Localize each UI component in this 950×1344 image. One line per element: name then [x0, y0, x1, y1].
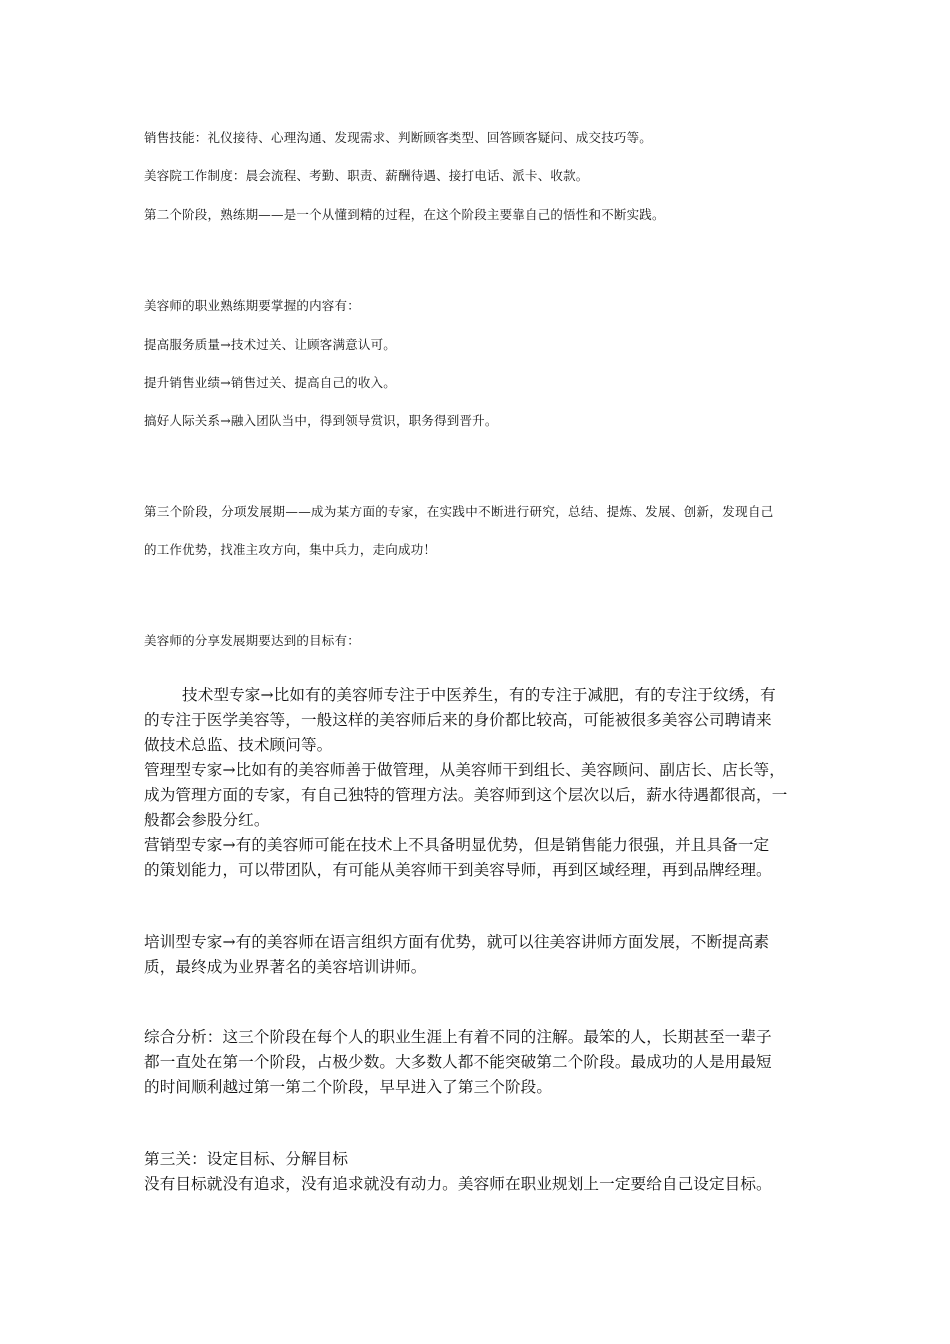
- heading-proficiency-content: 美容师的职业熟练期要掌握的内容有：: [144, 298, 360, 313]
- paragraph-tech-expert-line2: 的专注于医学美容等，一般这样的美容师后来的身价都比较高，可能被很多美容公司聘请来: [144, 711, 772, 729]
- heading-development-goals: 美容师的分享发展期要达到的目标有：: [144, 633, 360, 648]
- paragraph-mgmt-expert-line3: 般都会参股分红。: [144, 811, 270, 829]
- paragraph-mgmt-expert-line1: 管理型专家→比如有的美容师善于做管理，从美容师干到组长、美容顾问、副店长、店长等，: [144, 761, 785, 779]
- paragraph-training-expert-line2: 质，最终成为业界著名的美容培训讲师。: [144, 958, 427, 976]
- paragraph-stage-three-line2: 的工作优势，找准主攻方向，集中兵力，走向成功！: [144, 542, 437, 557]
- paragraph-tech-expert-line1: 技术型专家→比如有的美容师专注于中医养生，有的专注于减肥，有的专注于纹绣，有: [182, 686, 776, 704]
- list-item-relationships: 搞好人际关系→融入团队当中，得到领导赏识，职务得到晋升。: [144, 413, 498, 428]
- paragraph-work-system: 美容院工作制度：晨会流程、考勤、职责、薪酬待遇、接打电话、派卡、收款。: [144, 168, 589, 183]
- list-item-sales-performance: 提升销售业绩→销售过关、提高自己的收入。: [144, 375, 396, 390]
- paragraph-analysis-line3: 的时间顺利越过第一第二个阶段，早早进入了第三个阶段。: [144, 1078, 553, 1096]
- paragraph-tech-expert-line3: 做技术总监、技术顾问等。: [144, 736, 333, 754]
- paragraph-marketing-expert-line2: 的策划能力，可以带团队，有可能从美容师干到美容导师，再到区域经理，再到品牌经理。: [144, 861, 772, 879]
- paragraph-analysis-line1: 综合分析：这三个阶段在每个人的职业生涯上有着不同的注解。最笨的人，长期甚至一辈子: [144, 1028, 772, 1046]
- paragraph-goals: 没有目标就没有追求，没有追求就没有动力。美容师在职业规划上一定要给自己设定目标。: [144, 1175, 772, 1193]
- section-heading-goals: 第三关：设定目标、分解目标: [144, 1150, 349, 1168]
- paragraph-mgmt-expert-line2: 成为管理方面的专家，有自己独特的管理方法。美容师到这个层次以后，薪水待遇都很高，一: [144, 786, 788, 804]
- paragraph-sales-skills: 销售技能：礼仪接待、心理沟通、发现需求、判断顾客类型、回答顾客疑问、成交技巧等。: [144, 130, 653, 145]
- paragraph-stage-three-line1: 第三个阶段，分项发展期——成为某方面的专家，在实践中不断进行研究，总结、提炼、发展、创新，发现自己: [144, 504, 774, 519]
- list-item-service-quality: 提高服务质量→技术过关、让顾客满意认可。: [144, 337, 396, 352]
- paragraph-analysis-line2: 都一直处在第一个阶段，占极少数。大多数人都不能突破第二个阶段。最成功的人是用最短: [144, 1053, 772, 1071]
- paragraph-marketing-expert-line1: 营销型专家→有的美容师可能在技术上不具备明显优势，但是销售能力很强，并且具备一定: [144, 836, 770, 854]
- paragraph-training-expert-line1: 培训型专家→有的美容师在语言组织方面有优势，就可以往美容讲师方面发展，不断提高素: [144, 933, 770, 951]
- paragraph-stage-two: 第二个阶段，熟练期——是一个从懂到精的过程，在这个阶段主要靠自己的悟性和不断实践。: [144, 207, 665, 222]
